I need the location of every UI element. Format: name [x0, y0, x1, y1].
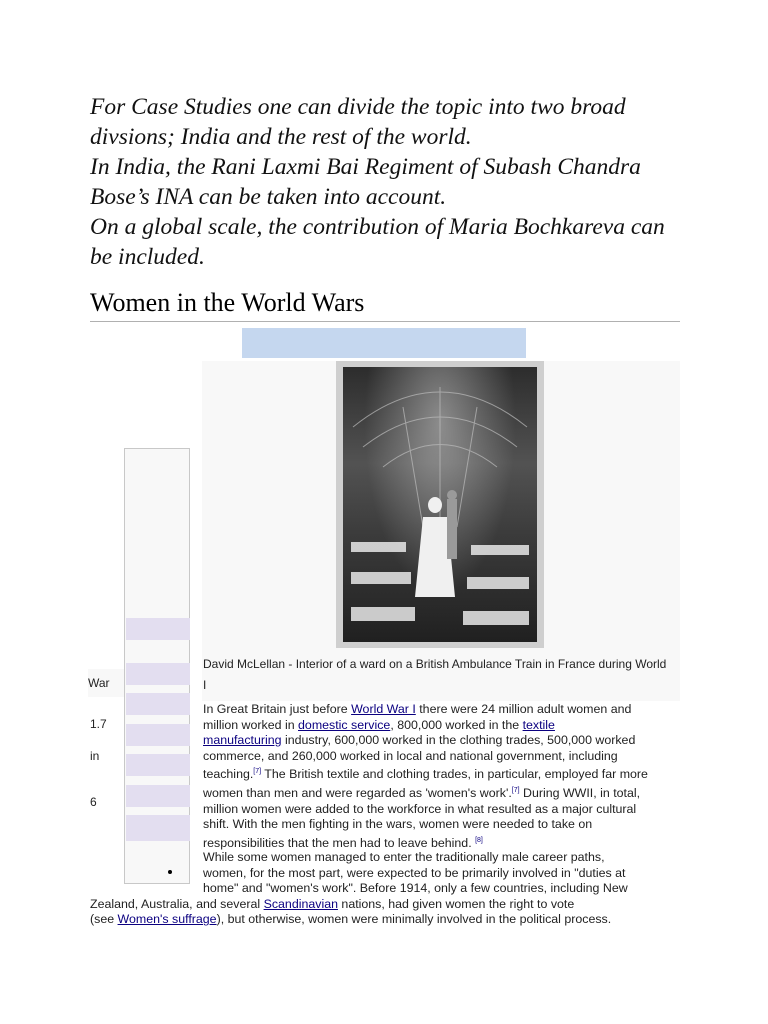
- sidebar-word: in: [90, 749, 100, 763]
- sidebar-stripe: [126, 785, 190, 807]
- section-heading: Women in the World Wars: [90, 288, 365, 317]
- reference-link[interactable]: [7]: [511, 787, 520, 795]
- text: teaching.: [203, 767, 254, 782]
- sidebar-stripe: [126, 724, 190, 746]
- text: (see: [90, 912, 118, 927]
- text: home" and "women's work". Before 1914, only a few countries, including New: [203, 881, 628, 896]
- sidebar-word: 6: [90, 795, 97, 809]
- paragraph-2-top: [203, 850, 683, 897]
- highlight-bar: [242, 328, 526, 358]
- sidebar-stripe: [126, 618, 190, 640]
- text: million women were added to the workforce in what resulted as a major cultural: [203, 801, 637, 816]
- text: industry, 600,000 worked in the clothing trades, 500,000 worked: [281, 733, 636, 748]
- sidebar-stripe: [126, 693, 190, 715]
- reference-link[interactable]: [7]: [253, 768, 262, 776]
- text: , 800,000 worked in the: [390, 717, 523, 732]
- sidebar-panel: [124, 448, 190, 884]
- reference-link[interactable]: [8]: [475, 837, 483, 844]
- sidebar-word: 1.7: [90, 717, 107, 731]
- text: million worked in: [203, 717, 299, 732]
- photo-drawing: [343, 367, 537, 642]
- caption-line: I: [203, 678, 207, 692]
- text: The British textile and clothing trades, in particular, employed far more: [261, 767, 648, 782]
- text: shift. With the men fighting in the wars, women were needed to take on: [203, 817, 593, 832]
- link-domestic-service[interactable]: domestic service: [298, 717, 391, 732]
- paragraph-1: [203, 702, 683, 852]
- link-manufacturing[interactable]: manufacturing: [203, 733, 282, 748]
- intro-text: [90, 92, 690, 272]
- text: women, for the most part, were expected to be primarily involved in "duties at: [203, 865, 626, 880]
- ambulance-train-photo[interactable]: [343, 367, 537, 642]
- text: responsibilities that the men had to leave behind.: [203, 836, 476, 851]
- text: ), but otherwise, women were minimally involved in the political process.: [216, 912, 612, 927]
- link-scandinavian[interactable]: Scandinavian: [263, 896, 338, 911]
- sidebar-word: War: [88, 669, 124, 697]
- intro-line: In India, the Rani Laxmi Bai Regiment of Subash Chandra Bose’s INA can be taken into account.: [90, 154, 641, 210]
- bullet-dot: [168, 870, 172, 874]
- link-world-war-1[interactable]: World War I: [351, 702, 416, 716]
- text: In Great Britain just before: [203, 702, 352, 716]
- intro-line: On a global scale, the contribution of Maria Bochkareva can be included.: [90, 214, 665, 270]
- text: Zealand, Australia, and several: [90, 896, 264, 911]
- figure-caption: [203, 654, 675, 696]
- text: commerce, and 260,000 worked in local and national government, including: [203, 748, 618, 763]
- sidebar-stripe: [126, 754, 190, 776]
- text: While some women managed to enter the traditionally male career paths,: [203, 850, 605, 864]
- intro-line: For Case Studies one can divide the topic into two broad divsions; India and the rest of the world.: [90, 94, 626, 150]
- sidebar-stripe: [126, 663, 190, 685]
- paragraph-2-bottom: [90, 897, 690, 928]
- text: nations, had given women the right to vote: [337, 896, 575, 911]
- heading-divider: [90, 321, 680, 322]
- link-textile[interactable]: textile: [522, 717, 555, 732]
- text: During WWII, in total,: [519, 786, 641, 801]
- caption-line: David McLellan - Interior of a ward on a British Ambulance Train in France during World: [203, 657, 667, 671]
- link-womens-suffrage[interactable]: Women's suffrage: [117, 912, 217, 927]
- text: women than men and were regarded as 'women's work'.: [203, 786, 512, 801]
- text: there were 24 million adult women and: [415, 702, 632, 716]
- sidebar-stripe: [126, 815, 190, 841]
